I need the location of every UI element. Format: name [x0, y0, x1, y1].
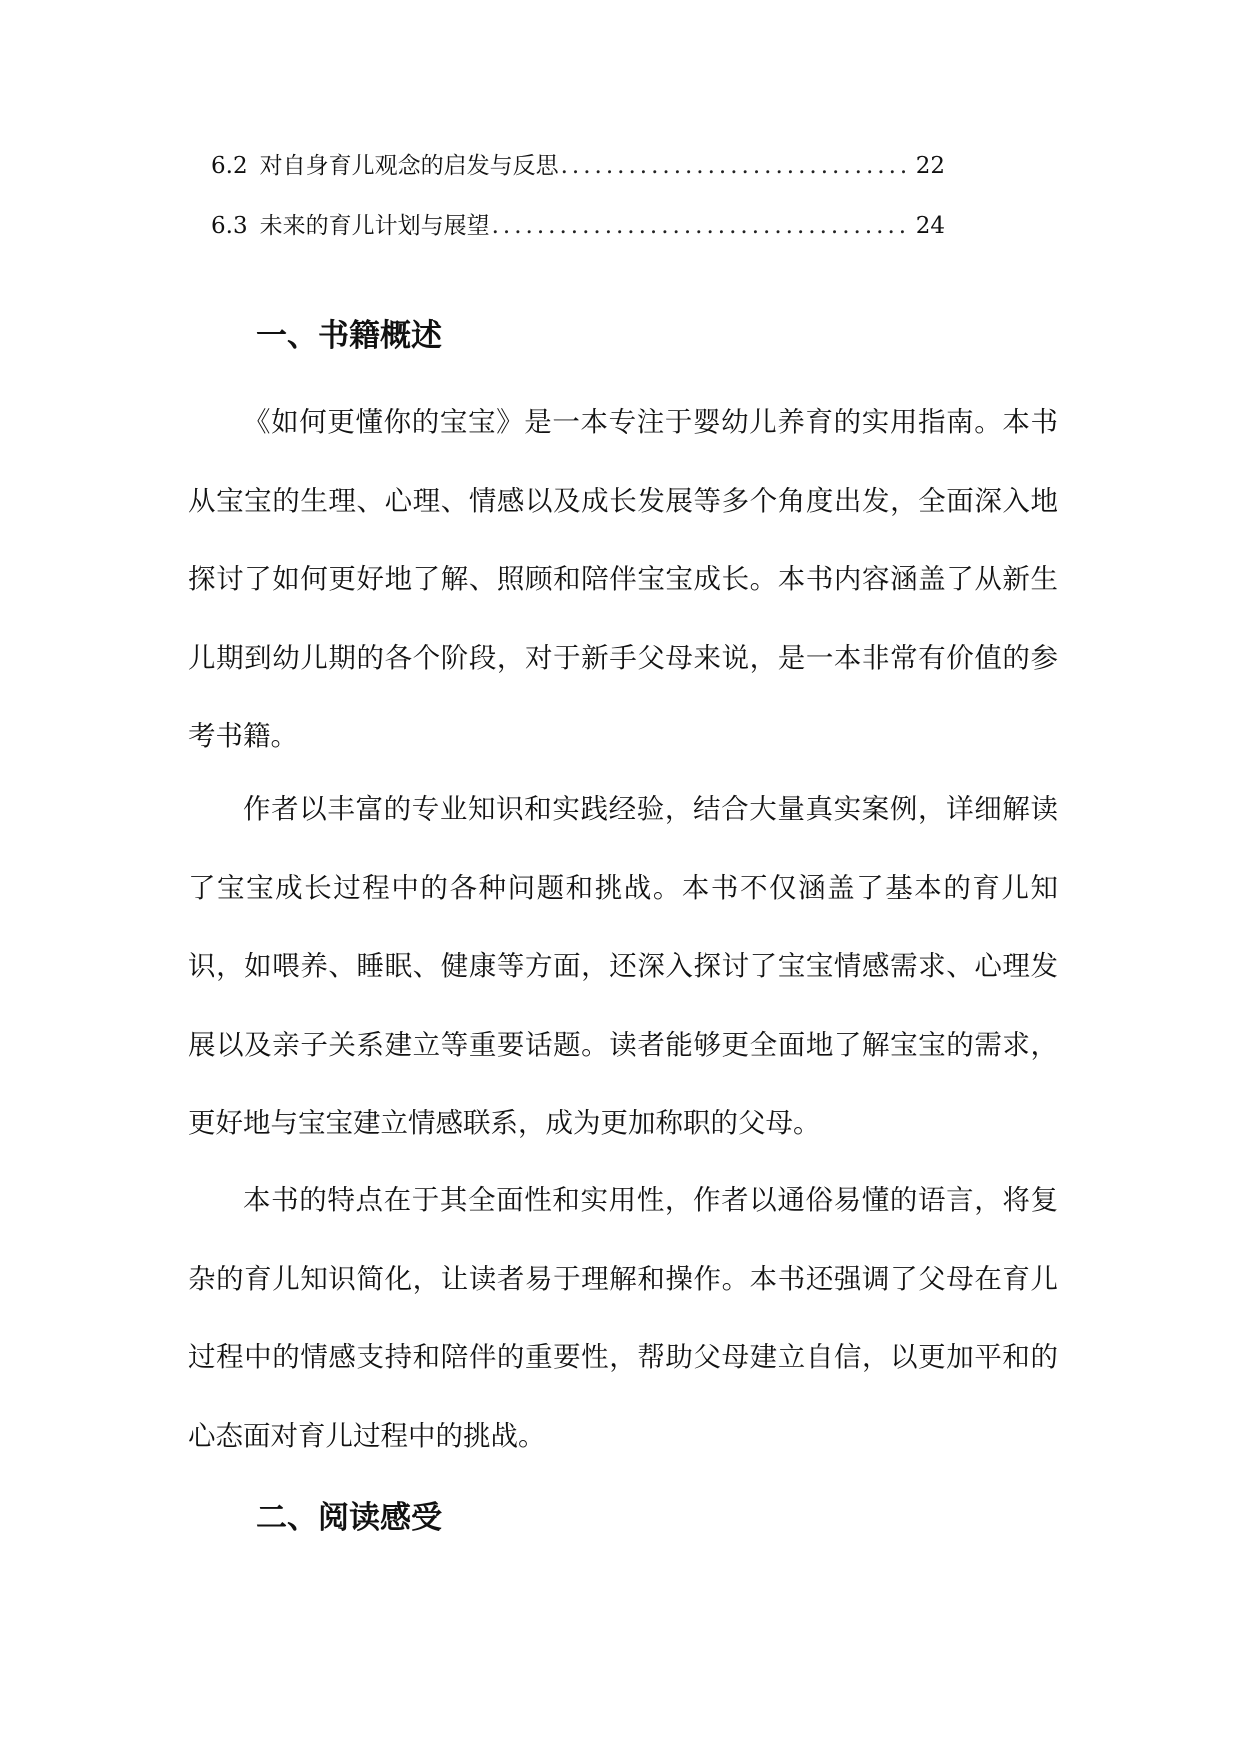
- toc-entry-number: 6.2: [211, 153, 248, 179]
- paragraph-2: 作者以丰富的专业知识和实践经验，结合大量真实案例，详细解读了宝宝成长过程中的各种问题和挑战。本书不仅涵盖了基本的育儿知识，如喂养、睡眠、健康等方面，还深入探讨了宝宝情感需求、心理发展以及亲子关系建立等重要话题。读者能够更全面地了解宝宝的需求，更好地与宝宝建立情感联系，成为更加称职的父母。: [188, 793, 1058, 1140]
- toc-entry-6-2[interactable]: [211, 150, 945, 182]
- toc-leader-dots: [561, 150, 912, 182]
- section-heading-reading-impressions: 二、阅读感受: [256, 1500, 442, 1536]
- toc-entry-page: 22: [915, 153, 945, 179]
- toc-entry-title: 对自身育儿观念的启发与反思: [259, 153, 559, 179]
- toc-entry-title: 未来的育儿计划与展望: [259, 213, 490, 239]
- toc-entry-page: 24: [915, 213, 945, 239]
- toc-entry-number: 6.3: [211, 213, 248, 239]
- section-heading-overview: 一、书籍概述: [256, 318, 442, 354]
- toc-entry-6-3[interactable]: [211, 210, 945, 242]
- paragraph-3: 本书的特点在于其全面性和实用性，作者以通俗易懂的语言，将复杂的育儿知识简化，让读者易于理解和操作。本书还强调了父母在育儿过程中的情感支持和陪伴的重要性，帮助父母建立自信，以更加平和的心态面对育儿过程中的挑战。: [188, 1184, 1058, 1452]
- toc-leader-dots: [492, 210, 912, 242]
- paragraph-1: 《如何更懂你的宝宝》是一本专注于婴幼儿养育的实用指南。本书从宝宝的生理、心理、情感以及成长发展等多个角度出发，全面深入地探讨了如何更好地了解、照顾和陪伴宝宝成长。本书内容涵盖了从新生儿期到幼儿期的各个阶段，对于新手父母来说，是一本非常有价值的参考书籍。: [188, 406, 1058, 753]
